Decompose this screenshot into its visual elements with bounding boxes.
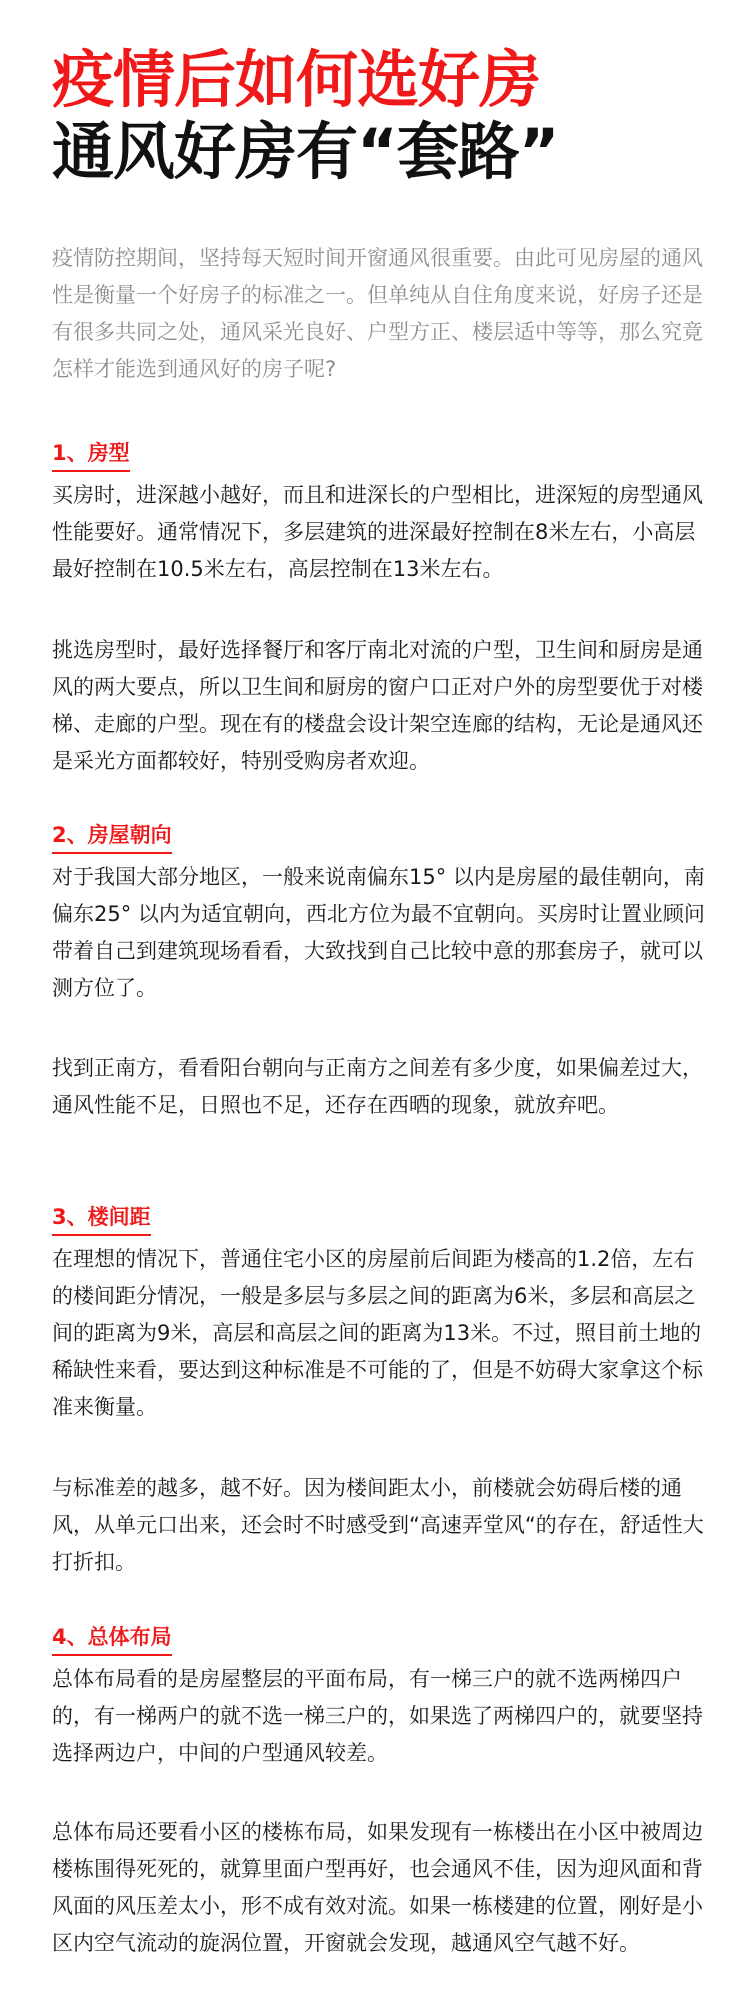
section-heading-building-spacing: 3、楼间距: [52, 1203, 151, 1236]
title-line-2: 通风好房有“套路”: [52, 115, 559, 188]
section-heading-overall-layout: 4、总体布局: [52, 1623, 172, 1656]
paragraph: 买房时，进深越小越好，而且和进深长的户型相比，进深短的房型通风性能要好。通常情况下，多层建筑的进深最好控制在8米左右，小高层最好控制在10.5米左右，高层控制在13米左右。: [52, 483, 703, 581]
paragraph: 找到正南方，看看阳台朝向与正南方之间差有多少度，如果偏差过大，通风性能不足，日照也不足，还存在西晒的现象，就放弃吧。: [52, 1056, 703, 1117]
title-line-1: 疫情后如何选好房: [52, 43, 541, 116]
intro-paragraph: 疫情防控期间，坚持每天短时间开窗通风很重要。由此可见房屋的通风性是衡量一个好房子的标准之一。但单纯从自住角度来说，好房子还是有很多共同之处，通风采光良好、户型方正、楼层适中等等，那么究竟怎样才能选到通风好的房子呢?: [52, 246, 703, 381]
paragraph: 在理想的情况下，普通住宅小区的房屋前后间距为楼高的1.2倍，左右的楼间距分情况，一般是多层与多层之间的距离为6米，多层和高层之间的距离为9米，高层和高层之间的距离为13米。不过，照目前土地的稀缺性来看，要达到这种标准是不可能的了，但是不妨碍大家拿这个标准来衡量。: [52, 1247, 703, 1419]
paragraph: 挑选房型时，最好选择餐厅和客厅南北对流的户型，卫生间和厨房是通风的两大要点，所以卫生间和厨房的窗户口正对户外的房型要优于对楼梯、走廊的户型。现在有的楼盘会设计架空连廊的结构，无论是通风还是采光方面都较好，特别受购房者欢迎。: [52, 638, 703, 773]
article-title: [52, 44, 712, 188]
section-heading-orientation: 2、房屋朝向: [52, 821, 172, 854]
paragraph: 对于我国大部分地区，一般来说南偏东15° 以内是房屋的最佳朝向，南偏东25° 以内为适宜朝向，西北方位为最不宜朝向。买房时让置业顾问带着自己到建筑现场看看，大致找到自己比较中意的那套房子，就可以测方位了。: [52, 865, 705, 1000]
paragraph: 与标准差的越多，越不好。因为楼间距太小，前楼就会妨碍后楼的通风，从单元口出来，还会时不时感受到“高速弄堂风“的存在，舒适性大打折扣。: [52, 1476, 704, 1574]
paragraph: 总体布局看的是房屋整层的平面布局，有一梯三户的就不选两梯四户的，有一梯两户的就不选一梯三户的，如果选了两梯四户的，就要坚持选择两边户，中间的户型通风较差。: [52, 1667, 703, 1765]
paragraph: 总体布局还要看小区的楼栋布局，如果发现有一栋楼出在小区中被周边楼栋围得死死的，就算里面户型再好，也会通风不佳，因为迎风面和背风面的风压差太小，形不成有效对流。如果一栋楼建的位置，刚好是小区内空气流动的旋涡位置，开窗就会发现，越通风空气越不好。: [52, 1820, 703, 1955]
section-heading-house-type: 1、房型: [52, 439, 130, 472]
